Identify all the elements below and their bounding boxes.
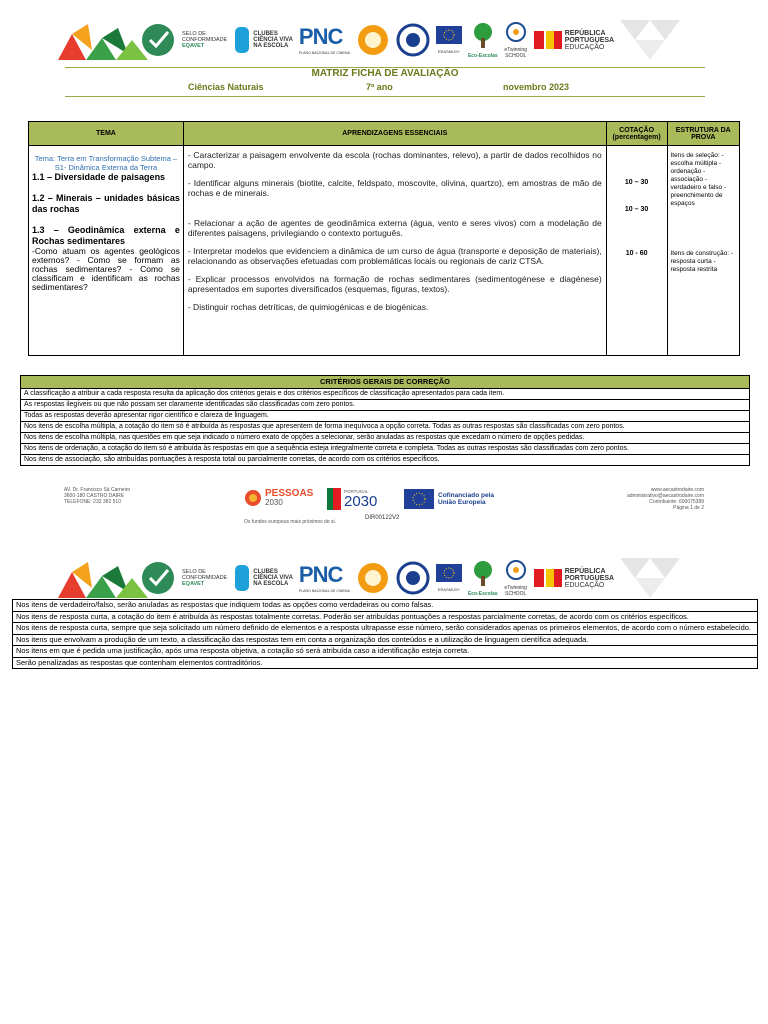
doc-code: DIR00122V2 bbox=[365, 515, 400, 521]
tema-subtitle: Tema: Terra em Transformação Subtema – S1- Dinâmica Externa da Terra bbox=[34, 154, 178, 172]
pnc-logo bbox=[299, 562, 350, 594]
pnc-sub: PLANO NACIONAL DE CINEMA bbox=[298, 51, 350, 55]
clube-icon bbox=[233, 25, 251, 55]
tema-questions: -Como atuam os agentes geológicos externos? - Como se formam as rochas sedimentares? - Como se classificam e identificam as rochas sedimentares? bbox=[32, 246, 180, 292]
ae-item: - Relacionar a ação de agentes de geodinâmica externa (água, vento e seres vivos) com a modelação de diferentes paisagens, privilegiando o contexto português. bbox=[187, 218, 602, 238]
tree-icon bbox=[472, 22, 494, 48]
erasmus-text: ERASMUS+ bbox=[437, 48, 460, 54]
erasmus-logo bbox=[436, 26, 462, 55]
ae-item: - Caracterizar a paisagem envolvente da escola (rochas dominantes, relevo), a partir de dados recolhidos no campo. bbox=[187, 150, 602, 170]
fundos-text: Os fundos europeus mais próximos de si. bbox=[244, 519, 336, 525]
erasmus-logo bbox=[436, 564, 462, 593]
etwinning-logo bbox=[504, 560, 528, 597]
republica-logo bbox=[534, 568, 614, 589]
cot-cell bbox=[606, 146, 667, 356]
cofin-line2: União Europeia bbox=[438, 499, 486, 506]
date: novembro 2023 bbox=[503, 82, 570, 92]
ae-item: - Explicar processos envolvidos na formação de rochas sedimentares (sedimentogénese e diagénese) apresentados em suportes diversificados (esquemas, figuras, textos). bbox=[187, 274, 602, 294]
eqavet-label bbox=[182, 31, 227, 49]
pessoas-text: PESSOAS bbox=[265, 488, 314, 499]
portugal-text: PORTUGAL bbox=[344, 489, 369, 494]
footer-web: www.aecastrodaire.com bbox=[650, 487, 704, 493]
portugal-flag-icon bbox=[534, 31, 562, 49]
footer-addr2: 3600-180 CASTRO DAIRE bbox=[64, 493, 125, 499]
portugal-year: 2030 bbox=[344, 493, 378, 510]
criteria-row: Nos itens de escolha múltipla, a cotação do item só é atribuída às respostas que apresentem de forma inequívoca a opção correta. Todas as outras respostas são classificadas com zero pontos. bbox=[21, 422, 749, 433]
republica-line3: EDUCAÇÃO bbox=[564, 581, 605, 589]
selo-line1: SELO DE bbox=[182, 569, 206, 575]
sun-icon bbox=[356, 561, 390, 595]
cot-value: 10 – 30 bbox=[624, 206, 649, 213]
footer-email: administrativo@aecastrodaire.com bbox=[626, 493, 704, 499]
etwinning-icon bbox=[504, 560, 528, 580]
ae-item: - Distinguir rochas detríticas, de quimiogénicas e de biogénicas. bbox=[187, 302, 429, 312]
criteria-title: CRITÉRIOS GERAIS DE CORREÇÃO bbox=[21, 376, 749, 389]
criteria-row: As respostas ilegíveis ou que não possam ser claramente identificadas são classificadas com zero pontos. bbox=[21, 400, 749, 411]
clube-icon bbox=[233, 563, 251, 593]
col-tema: TEMA bbox=[29, 122, 184, 146]
clube-line2: CIÊNCIA VIVA bbox=[253, 37, 293, 43]
portugal2030-icon bbox=[327, 488, 341, 510]
grade: 7º ano bbox=[366, 82, 393, 92]
school-text: SCHOOL bbox=[505, 590, 527, 597]
pnc-logo bbox=[299, 24, 350, 56]
estr-cell bbox=[667, 146, 740, 356]
eco-logo bbox=[468, 560, 498, 597]
eco-text: Eco-Escolas bbox=[467, 590, 498, 597]
eqavet-label bbox=[182, 569, 227, 587]
pessoas-icon bbox=[244, 488, 262, 508]
seal-icon bbox=[396, 561, 430, 595]
criteria-row: Serão penalizadas as respostas que contenham elementos contraditórios. bbox=[16, 657, 263, 667]
etwinning-text: eTwinning bbox=[504, 46, 527, 53]
selo-line2: CONFORMIDADE bbox=[182, 37, 228, 43]
republica-line1: REPÚBLICA bbox=[564, 567, 606, 575]
logo-bar bbox=[58, 18, 700, 62]
erasmus-text: ERASMUS+ bbox=[437, 586, 460, 592]
school-logo bbox=[58, 20, 176, 60]
school-text: SCHOOL bbox=[505, 52, 527, 59]
footer-addr1: AV. Dr. Francisco Sá Carneiro bbox=[64, 487, 131, 493]
etwinning-logo bbox=[504, 22, 528, 59]
clube-line1: CLUBES bbox=[253, 31, 278, 37]
clube-logo bbox=[233, 563, 293, 593]
cofin-line1: Cofinanciado pela bbox=[438, 492, 494, 499]
criteria-row: Nos itens de escolha múltipla, nas questões em que seja indicado o número exato de opções a selecionar, serão anuladas as respostas que excedam o número de opções pedidas. bbox=[21, 433, 749, 444]
portugal-flag-icon bbox=[534, 569, 562, 587]
estr-selection: Itens de seleção: - escolha múltipla - ordenação - associação - verdadeiro e falso - preenchimento de espaços bbox=[670, 152, 727, 207]
portugal2030-logo bbox=[327, 488, 377, 510]
footer-addr3: TELEFONE: 232 382 510 bbox=[64, 499, 121, 505]
subject: Ciências Naturais bbox=[188, 82, 264, 92]
header-line-bottom bbox=[65, 96, 705, 97]
seal-icon bbox=[396, 23, 430, 57]
pessoas-logo bbox=[244, 488, 313, 508]
estr-construction: Itens de construção: - resposta curta - resposta restrita bbox=[670, 250, 734, 273]
republica-line1: REPÚBLICA bbox=[564, 29, 606, 37]
criteria-row: Nos itens de verdadeiro/falso, serão anuladas as respostas que indiquem todas as opções como verdadeiras ou como falsas. bbox=[13, 600, 757, 612]
footer-nif: Contribuinte: 600075389 bbox=[649, 499, 704, 505]
ae-item: - Interpretar modelos que evidenciem a dinâmica de um curso de água (transporte e deposição de materiais), relacionando as observações efetuadas com problemáticas locais ou regionais de cariz CTSA. bbox=[187, 246, 602, 266]
page-title: MATRIZ FICHA DE AVALIAÇÃO bbox=[311, 68, 459, 79]
tree-icon bbox=[472, 560, 494, 586]
republica-logo bbox=[534, 30, 614, 51]
eco-logo bbox=[468, 22, 498, 59]
eco-text: Eco-Escolas bbox=[467, 52, 498, 59]
criteria-box bbox=[20, 375, 750, 466]
criteria-row: Nos itens de resposta curta, sempre que seja solicitado um número definido de elementos e a resposta ultrapasse esse número, serão considerados apenas os primeiros elementos, de acordo com o número estabelecido. bbox=[13, 623, 757, 635]
tema-cell bbox=[29, 146, 184, 356]
criteria-row: Todas as respostas deverão apresentar rigor científico e clareza de linguagem. bbox=[21, 411, 749, 422]
tema-3: 1.3 – Geodinâmica externa e Rochas sedimentares bbox=[32, 225, 180, 246]
clube-logo bbox=[233, 25, 293, 55]
selo-brand: EQAVET bbox=[182, 581, 205, 587]
clube-line3: NA ESCOLA bbox=[253, 581, 289, 587]
criteria-row: Nos itens que envolvam a produção de um texto, a classificação das respostas tem em conta a organização dos conteúdos e a utilização de linguagem científica adequada. bbox=[13, 635, 757, 647]
col-cot: COTAÇÃO (percentagem) bbox=[606, 122, 667, 146]
selo-line1: SELO DE bbox=[182, 31, 206, 37]
selo-line2: CONFORMIDADE bbox=[182, 575, 228, 581]
pnc-sub: PLANO NACIONAL DE CINEMA bbox=[298, 589, 350, 593]
footer-address bbox=[64, 487, 130, 505]
pessoas-year: 2030 bbox=[265, 498, 283, 507]
criteria-row: Nos itens de associação, são atribuídas pontuações à resposta total ou parcialmente corretas, de acordo com os critérios específicos. bbox=[24, 456, 440, 463]
footer-contacts bbox=[627, 487, 704, 511]
etwinning-icon bbox=[504, 22, 528, 42]
criteria-box-page2 bbox=[12, 599, 758, 669]
eu-flag-icon bbox=[436, 564, 462, 582]
republica-line2: PORTUGUESA bbox=[564, 36, 615, 44]
col-ae: APRENDIZAGENS ESSENCIAIS bbox=[183, 122, 606, 146]
logo-bar-page2 bbox=[58, 556, 700, 600]
republica-line2: PORTUGUESA bbox=[564, 574, 615, 582]
decorative-triangles bbox=[620, 558, 680, 598]
matrix-table bbox=[28, 121, 740, 356]
ae-cell bbox=[183, 146, 606, 356]
ae-item: - Identificar alguns minerais (biotite, calcite, feldspato, moscovite, olivina, quartzo), em amostras de mão de rochas e de minerais. bbox=[187, 178, 602, 198]
eu-flag-icon bbox=[436, 26, 462, 44]
selo-brand: EQAVET bbox=[182, 43, 205, 49]
tema-2: 1.2 – Minerais – unidades básicas das rochas bbox=[32, 193, 180, 214]
footer-page: Página 1 de 2 bbox=[673, 505, 704, 511]
cot-value: 10 - 60 bbox=[625, 250, 648, 257]
cot-value: 10 – 30 bbox=[624, 179, 649, 186]
criteria-row: Nos itens em que é pedida uma justificação, após uma resposta objetiva, a cotação só será atribuída caso a identificação esteja correta. bbox=[13, 646, 757, 658]
etwinning-text: eTwinning bbox=[504, 584, 527, 591]
clube-line1: CLUBES bbox=[253, 569, 278, 575]
cofinanciado-logo bbox=[404, 489, 494, 509]
republica-line3: EDUCAÇÃO bbox=[564, 43, 605, 51]
clube-line3: NA ESCOLA bbox=[253, 43, 289, 49]
eu-flag-icon bbox=[404, 489, 434, 509]
pnc-text: PNC bbox=[298, 24, 343, 49]
col-estr: ESTRUTURA DA PROVA bbox=[667, 122, 740, 146]
clube-line2: CIÊNCIA VIVA bbox=[253, 575, 293, 581]
criteria-row: Nos itens de resposta curta, a cotação do item é atribuída às respostas totalmente corretas. Poderão ser atribuídas pontuações a respostas parcialmente corretas, de acordo com os critérios específicos. bbox=[13, 612, 757, 624]
criteria-row: A classificação a atribuir a cada resposta resulta da aplicação dos critérios gerais e dos critérios específicos de classificação apresentados para cada item. bbox=[21, 389, 749, 400]
criteria-row: Nos itens de ordenação, a cotação do item só é atribuída às respostas em que a sequência esteja integralmente correta e completa. Todas as outras respostas são classificadas com zero pontos. bbox=[21, 444, 749, 455]
tema-1: 1.1 – Diversidade de paisagens bbox=[32, 172, 166, 182]
pnc-text: PNC bbox=[298, 562, 343, 587]
decorative-triangles bbox=[620, 20, 680, 60]
school-logo bbox=[58, 558, 176, 598]
sun-icon bbox=[356, 23, 390, 57]
